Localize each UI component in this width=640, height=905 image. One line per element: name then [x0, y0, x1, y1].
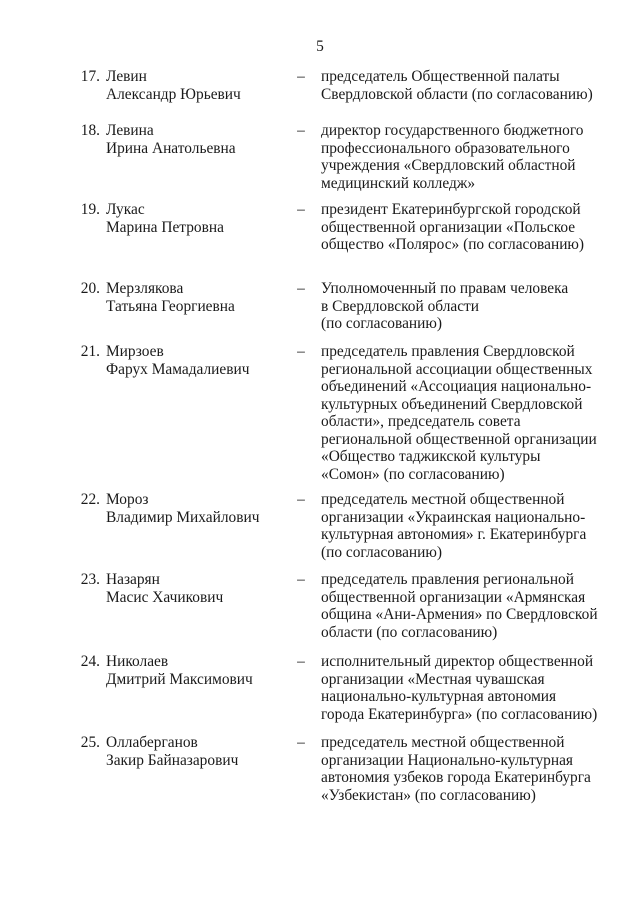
description-line: учреждения «Свердловский областной	[321, 157, 576, 174]
person-given-names: Закир Байназарович	[106, 751, 239, 769]
person-name	[106, 343, 286, 378]
person-name	[106, 280, 286, 315]
position-description	[321, 122, 616, 192]
entry-number: 19.	[80, 201, 100, 218]
description-line: председатель правления Свердловской	[321, 343, 575, 360]
description-line: Свердловской области (по согласованию)	[321, 85, 593, 103]
page-number: 5	[316, 38, 324, 55]
position-description	[321, 734, 616, 804]
person-given-names: Владимир Михайлович	[106, 508, 260, 526]
description-line: организации Национально-культурная	[321, 751, 573, 769]
person-surname: Мороз	[106, 491, 149, 508]
entry-number: 17.	[80, 68, 100, 85]
description-line: области (по согласованию)	[321, 623, 498, 641]
description-line: общественной организации «Польское	[321, 218, 576, 236]
description-line: председатель правления региональной	[321, 571, 574, 588]
description-line: культурная автономия» г. Екатеринбурга	[321, 526, 587, 543]
person-name	[106, 491, 286, 526]
position-description	[321, 653, 616, 723]
description-line: региональной ассоциации общественных	[321, 360, 593, 378]
person-name	[106, 571, 286, 606]
position-description	[321, 280, 616, 333]
description-line: объединений «Ассоциация национально-	[321, 378, 592, 395]
description-line: города Екатеринбурга» (по согласованию)	[321, 705, 598, 723]
dash-separator: –	[297, 68, 305, 85]
person-surname: Лукас	[106, 201, 145, 218]
person-surname: Оллаберганов	[106, 734, 198, 751]
dash-separator: –	[297, 571, 305, 588]
dash-separator: –	[297, 491, 305, 508]
entry-number: 18.	[80, 122, 100, 139]
dash-separator: –	[297, 734, 305, 751]
description-line: председатель Общественной палаты	[321, 68, 560, 85]
description-line: председатель местной общественной	[321, 491, 565, 508]
description-line: «Общество таджикской культуры	[321, 448, 541, 465]
description-line: (по согласованию)	[321, 543, 442, 561]
description-line: организации «Местная чувашская	[321, 670, 545, 688]
description-line: региональной общественной организации	[321, 430, 597, 448]
person-surname: Левина	[106, 122, 154, 139]
person-given-names: Дмитрий Максимович	[106, 670, 253, 688]
description-line: организации «Украинская национально-	[321, 508, 586, 526]
description-line: председатель местной общественной	[321, 734, 565, 751]
description-line: общество «Полярос» (по согласованию)	[321, 236, 585, 253]
person-name	[106, 201, 286, 236]
description-line: культурных объединений Свердловской	[321, 395, 583, 413]
description-line: автономия узбеков города Екатеринбурга	[321, 769, 591, 786]
person-surname: Николаев	[106, 653, 169, 670]
description-line: исполнительный директор общественной	[321, 653, 594, 670]
description-line: «Сомон» (по согласованию)	[321, 465, 505, 483]
position-description	[321, 343, 616, 483]
description-line: общественной организации «Армянская	[321, 588, 586, 606]
person-given-names: Марина Петровна	[106, 218, 224, 236]
description-line: медицинский колледж»	[321, 174, 476, 192]
entry-number: 24.	[80, 653, 100, 670]
person-given-names: Александр Юрьевич	[106, 85, 241, 103]
description-line: области», председатель совета	[321, 413, 521, 430]
dash-separator: –	[297, 280, 305, 297]
description-line: национально-культурная автономия	[321, 688, 557, 705]
description-line: в Свердловской области	[321, 297, 480, 315]
position-description	[321, 68, 616, 103]
dash-separator: –	[297, 343, 305, 360]
description-line: президент Екатеринбургской городской	[321, 201, 581, 218]
person-given-names: Татьяна Георгиевна	[106, 297, 235, 315]
dash-separator: –	[297, 653, 305, 670]
dash-separator: –	[297, 122, 305, 139]
person-name	[106, 734, 286, 769]
person-given-names: Масис Хачикович	[106, 588, 224, 606]
description-line: (по согласованию)	[321, 315, 442, 332]
position-description	[321, 491, 616, 561]
person-surname: Назарян	[106, 571, 160, 588]
description-line: профессионального образовательного	[321, 139, 570, 157]
person-surname: Мерзлякова	[106, 280, 184, 297]
person-name	[106, 68, 286, 103]
person-given-names: Ирина Анатольевна	[106, 139, 236, 157]
entry-number: 20.	[80, 280, 100, 297]
person-surname: Мирзоев	[106, 343, 164, 360]
person-name	[106, 122, 286, 157]
entry-number: 21.	[80, 343, 100, 360]
position-description	[321, 571, 616, 641]
entry-number: 23.	[80, 571, 100, 588]
person-surname: Левин	[106, 68, 147, 85]
description-line: община «Ани-Армения» по Свердловской	[321, 606, 598, 623]
description-line: «Узбекистан» (по согласованию)	[321, 786, 536, 804]
description-line: Уполномоченный по правам человека	[321, 280, 569, 297]
entry-number: 22.	[80, 491, 100, 508]
person-given-names: Фарух Мамадалиевич	[106, 360, 250, 378]
entry-number: 25.	[80, 734, 100, 751]
dash-separator: –	[297, 201, 305, 218]
person-name	[106, 653, 286, 688]
description-line: директор государственного бюджетного	[321, 122, 584, 139]
position-description	[321, 201, 616, 254]
